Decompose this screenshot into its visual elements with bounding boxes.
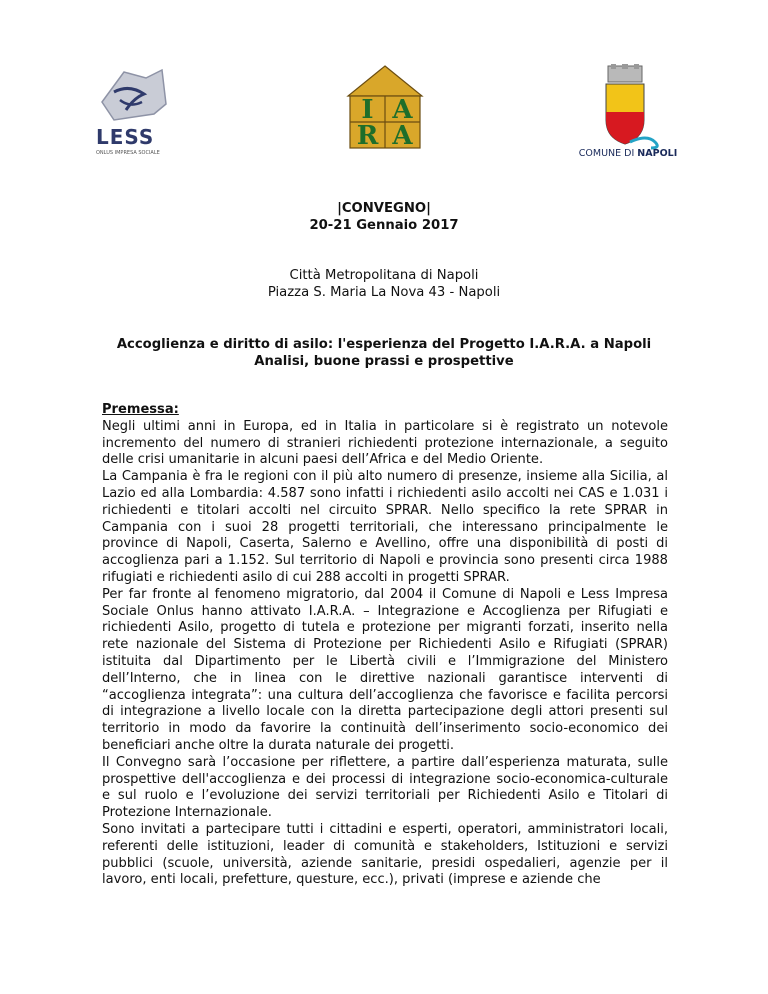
event-venue: Città Metropolitana di Napoli	[289, 268, 479, 283]
conference-title: Accoglienza e diritto di asilo: l'esperienza del Progetto I.A.R.A. a Napoli	[116, 337, 652, 352]
event-address: Piazza S. Maria La Nova 43 - Napoli	[267, 285, 501, 300]
conference-subtitle: Analisi, buone prassi e prospettive	[254, 354, 514, 369]
event-date: 20-21 Gennaio 2017	[309, 218, 459, 233]
iara-logo-icon	[346, 64, 424, 150]
less-logo-icon	[84, 64, 184, 164]
iara-letter-1: I	[361, 95, 374, 125]
paragraph: La Campania è fra le regioni con il più alto numero di presenze, insieme alla Sicilia, al Lazio ed alla Lombardia: 4.587 sono infatti i richiedenti asilo accolti nei CAS e 1.031 i richiedenti e titolari accolti nel circuito SPRAR. Nello specifico la rete SPRAR in Campania con i suoi 28 progetti territoriali, che interessano principalmente le province di Napoli, Caserta, Salerno e Avellino, offre una disponibilità di posti di accoglienza pari a 1.152. Sul territorio di Napoli e provincia sono presenti circa 1988 rifugiati e richiedenti asilo di cui 288 accolti in progetti SPRAR.	[102, 469, 668, 585]
paragraph: Sono invitati a partecipare tutti i cittadini e esperti, operatori, amministratori locali, referenti delle istituzioni, leader di comunità e stakeholders, Istituzioni e servizi pubblici (scuole, università, aziende sanitarie, presidi ospedalieri, agenzie per il lavoro, enti locali, prefetture, questure, ecc.), privati (imprese e aziende che	[102, 821, 668, 888]
paragraph: Il Convegno sarà l’occasione per riflettere, a partire dall’esperienza maturata, sulle prospettive dell'accoglienza e dei processi di integrazione socio-economica-culturale e sul ruolo e l’evoluzione dei servizi territoriali per Richiedenti Asilo e Titolari di Protezione Internazionale.	[102, 754, 668, 821]
section-heading: Premessa:	[102, 402, 179, 417]
event-type: |CONVEGNO|	[337, 201, 431, 216]
iara-letter-3: R	[356, 121, 379, 150]
paragraph: Negli ultimi anni in Europa, ed in Italia in particolare si è registrato un notevole incremento del numero di stranieri richiedenti protezione internazionale, a seguito delle crisi umanitarie in alcuni paesi dell’Africa e del Medio Oriente.	[102, 418, 668, 468]
iara-letter-2: A	[392, 95, 413, 125]
less-logo-text: LESS	[96, 125, 155, 149]
less-logo-subtext: ONLUS IMPRESA SOCIALE	[96, 150, 160, 156]
document-body	[102, 402, 668, 889]
napoli-logo-text: COMUNE DI NAPOLI	[578, 148, 678, 159]
paragraph: Per far fronte al fenomeno migratorio, dal 2004 il Comune di Napoli e Less Impresa Sociale Onlus hanno attivato I.A.R.A. – Integrazione e Accoglienza per Rifugiati e richiedenti Asilo, progetto di tutela e protezione per migranti forzati, inserito nella rete nazionale del Sistema di Protezione per Richiedenti Asilo e Rifugiati (SPRAR) istituita dal Dipartimento per le Libertà civili e l’Immigrazione del Ministero dell’Interno, che in linea con le direttive nazionali garantisce interventi di “accoglienza integrata”: una cultura dell’accoglienza che favorisce e facilita percorsi di integrazione a livello locale con la diretta partecipazione degli attori presenti sul territorio in modo da favorire la continuità dell’inserimento socio-economico dei beneficiari anche oltre la durata naturale dei progetti.	[102, 586, 668, 753]
iara-letter-4: A	[392, 121, 413, 150]
